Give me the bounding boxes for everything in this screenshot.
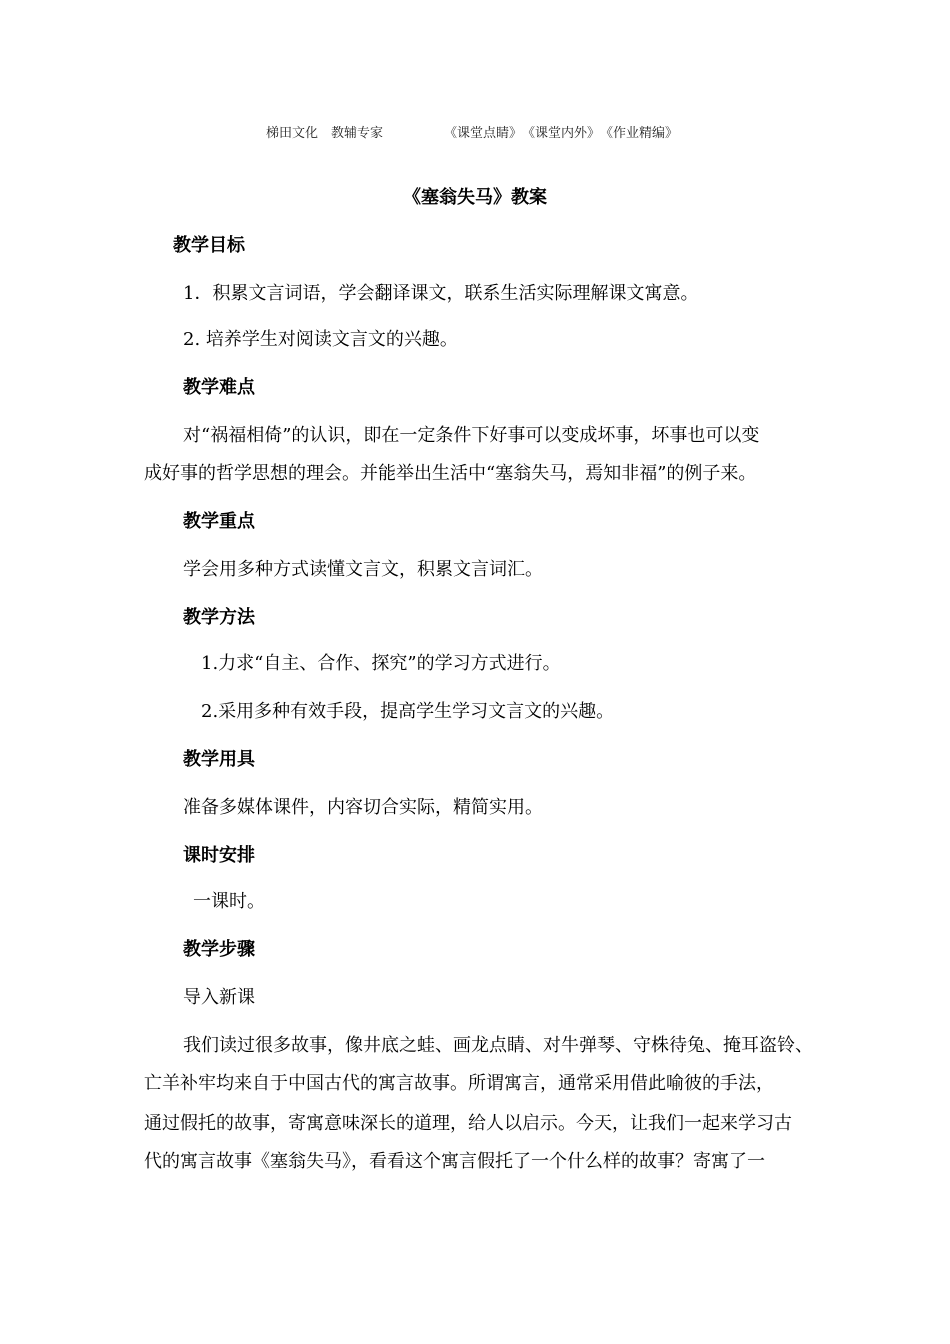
- intro-heading: 导入新课: [183, 987, 255, 1008]
- header-books: 《课堂点睛》 《课堂内外》 《作业精编》: [444, 126, 679, 141]
- document-title: 《塞翁失马》教案: [403, 187, 547, 208]
- schedule-text: 一课时。: [193, 891, 265, 912]
- schedule-heading: 课时安排: [183, 845, 255, 866]
- difficulty-heading: 教学难点: [183, 377, 255, 398]
- intro-text-line-3: 通过假托的故事，寄寓意味深长的道理，给人以启示。今天，让我们一起来学习古: [144, 1113, 792, 1134]
- tools-text: 准备多媒体课件，内容切合实际，精简实用。: [183, 797, 543, 818]
- tools-heading: 教学用具: [183, 749, 255, 770]
- method-item-2: 2.采用多种有效手段，提高学生学习文言文的兴趣。: [201, 701, 615, 722]
- method-heading: 教学方法: [183, 607, 255, 628]
- intro-text-line-4: 代的寓言故事《塞翁失马》，看看这个寓言假托了一个什么样的故事？寄寓了一: [144, 1151, 765, 1172]
- difficulty-text-line-1: 对“祸福相倚”的认识，即在一定条件下好事可以变成坏事，坏事也可以变: [183, 425, 760, 446]
- header-publisher: 梯田文化 教辅专家: [266, 126, 384, 141]
- steps-heading: 教学步骤: [183, 939, 255, 960]
- difficulty-text-line-2: 成好事的哲学思想的理会。并能举出生活中“塞翁失马，焉知非福”的例子来。: [144, 463, 757, 484]
- goal-item-2: 2. 培养学生对阅读文言文的兴趣。: [183, 329, 458, 350]
- goals-heading: 教学目标: [173, 235, 245, 256]
- focus-heading: 教学重点: [183, 511, 255, 532]
- goal-item-1: 1．积累文言词语，学会翻译课文，联系生活实际理解课文寓意。: [183, 283, 699, 304]
- method-item-1: 1.力求“自主、合作、探究”的学习方式进行。: [201, 653, 561, 674]
- intro-text-line-1: 我们读过很多故事，像井底之蛙、画龙点睛、对牛弹琴、守株待兔、掩耳盗铃、: [183, 1035, 813, 1056]
- focus-text: 学会用多种方式读懂文言文，积累文言词汇。: [183, 559, 543, 580]
- intro-text-line-2: 亡羊补牢均来自于中国古代的寓言故事。所谓寓言，通常采用借此喻彼的手法，: [144, 1073, 774, 1094]
